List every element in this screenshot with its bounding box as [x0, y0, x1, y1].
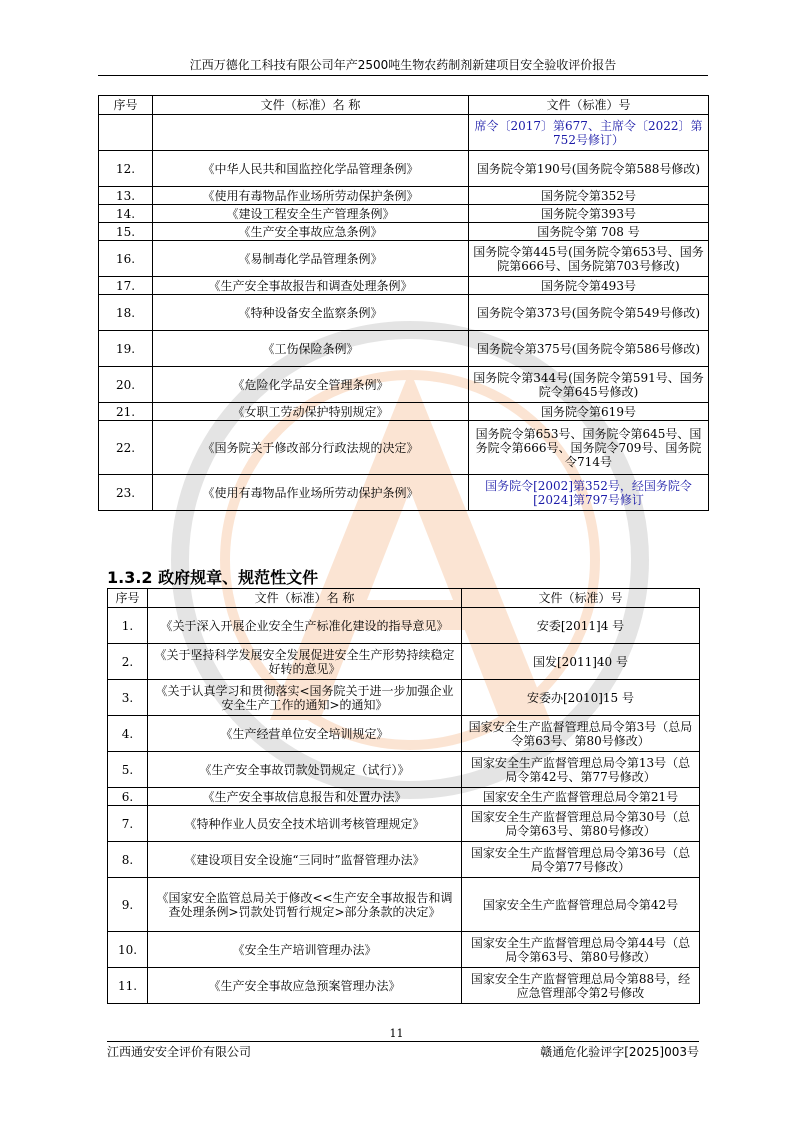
cell-doc: 国务院令第393号 — [469, 205, 709, 223]
cell-doc: 国家安全生产监督管理总局令第21号 — [462, 788, 700, 806]
cell-doc: 国务院令第375号(国务院令第586号修改) — [469, 331, 709, 367]
column-header-doc: 文件（标准）号 — [469, 96, 709, 115]
cell-no: 17. — [99, 277, 153, 295]
cell-no: 14. — [99, 205, 153, 223]
table-row — [99, 403, 709, 421]
cell-doc: 国家安全生产监督管理总局令第88号，经应急管理部令第2号修改 — [462, 968, 700, 1004]
cell-name: 《建设工程安全生产管理条例》 — [153, 205, 469, 223]
cell-doc: 安委[2011]4 号 — [462, 608, 700, 644]
cell-no: 10. — [108, 932, 148, 968]
cell-no: 22. — [99, 421, 153, 475]
cell-name — [153, 115, 469, 151]
column-header-name: 文件（标准）名 称 — [153, 96, 469, 115]
cell-no: 2. — [108, 644, 148, 680]
cell-doc: 国家安全生产监督管理总局令第3号（总局令第63号、第80号修改） — [462, 716, 700, 752]
cell-doc: 国务院令第619号 — [469, 403, 709, 421]
table-header-row — [108, 589, 700, 608]
table-row — [99, 367, 709, 403]
cell-doc: 席令〔2017〕第677、主席令〔2022〕第752号修订） — [469, 115, 709, 151]
cell-no: 16. — [99, 241, 153, 277]
cell-no: 20. — [99, 367, 153, 403]
table-row — [99, 241, 709, 277]
cell-name: 《工伤保险条例》 — [153, 331, 469, 367]
cell-no: 6. — [108, 788, 148, 806]
cell-name: 《特种作业人员安全技术培训考核管理规定》 — [148, 806, 462, 842]
cell-doc: 国发[2011]40 号 — [462, 644, 700, 680]
cell-no: 9. — [108, 878, 148, 932]
cell-no: 12. — [99, 151, 153, 187]
cell-no: 11. — [108, 968, 148, 1004]
cell-name: 《特种设备安全监察条例》 — [153, 295, 469, 331]
cell-no: 18. — [99, 295, 153, 331]
table-row — [99, 151, 709, 187]
header-divider — [98, 75, 708, 76]
cell-doc: 国家安全生产监督管理总局令第36号（总局令第77号修改） — [462, 842, 700, 878]
cell-doc: 国家安全生产监督管理总局令第42号 — [462, 878, 700, 932]
cell-name: 《安全生产培训管理办法》 — [148, 932, 462, 968]
cell-doc: 国务院令第373号(国务院令第549号修改) — [469, 295, 709, 331]
table-row — [108, 806, 700, 842]
table-row — [99, 475, 709, 511]
table-row — [99, 421, 709, 475]
cell-no: 23. — [99, 475, 153, 511]
cell-doc: 国家安全生产监督管理总局令第30号（总局令第63号、第80号修改） — [462, 806, 700, 842]
cell-no — [99, 115, 153, 151]
cell-doc: 安委办[2010]15 号 — [462, 680, 700, 716]
cell-name: 《使用有毒物品作业场所劳动保护条例》 — [153, 187, 469, 205]
cell-doc: 国务院令第190号(国务院令第588号修改) — [469, 151, 709, 187]
column-header-no: 序号 — [99, 96, 153, 115]
cell-no: 3. — [108, 680, 148, 716]
cell-name: 《生产经营单位安全培训规定》 — [148, 716, 462, 752]
section-heading: 1.3.2 政府规章、规范性文件 — [107, 568, 319, 587]
cell-no: 19. — [99, 331, 153, 367]
column-header-doc: 文件（标准）号 — [462, 589, 700, 608]
footer-doc-number: 赣通危化验评字[2025]003号 — [540, 1045, 699, 1059]
table-row — [108, 932, 700, 968]
page-number: 11 — [389, 1027, 404, 1040]
table-row — [99, 115, 709, 151]
table-row — [108, 842, 700, 878]
cell-name: 《关于认真学习和贯彻落实<国务院关于进一步加强企业安全生产工作的通知>的通知》 — [148, 680, 462, 716]
cell-doc: 国家安全生产监督管理总局令第44号（总局令第63号、第80号修改） — [462, 932, 700, 968]
cell-no: 4. — [108, 716, 148, 752]
cell-name: 《生产安全事故应急预案管理办法》 — [148, 968, 462, 1004]
cell-name: 《国家安全监管总局关于修改<<生产安全事故报告和调查处理条例>罚款处罚暂行规定>部分条款的决定》 — [148, 878, 462, 932]
table-row — [99, 295, 709, 331]
table-row — [108, 968, 700, 1004]
cell-name: 《关于坚持科学发展安全发展促进安全生产形势持续稳定好转的意见》 — [148, 644, 462, 680]
cell-doc: 国务院令第493号 — [469, 277, 709, 295]
regulations-table — [98, 95, 709, 511]
table-row — [108, 788, 700, 806]
cell-no: 7. — [108, 806, 148, 842]
cell-name: 《关于深入开展企业安全生产标准化建设的指导意见》 — [148, 608, 462, 644]
cell-name: 《生产安全事故应急条例》 — [153, 223, 469, 241]
cell-doc: 国务院令第445号(国务院令第653号、国务院第666号、国务院第703号修改) — [469, 241, 709, 277]
cell-name: 《易制毒化学品管理条例》 — [153, 241, 469, 277]
cell-name: 《国务院关于修改部分行政法规的决定》 — [153, 421, 469, 475]
table-row — [99, 277, 709, 295]
cell-name: 《中华人民共和国监控化学品管理条例》 — [153, 151, 469, 187]
cell-doc: 国务院令第352号 — [469, 187, 709, 205]
column-header-name: 文件（标准）名 称 — [148, 589, 462, 608]
cell-name: 《危险化学品安全管理条例》 — [153, 367, 469, 403]
footer-company: 江西通安安全评价有限公司 — [107, 1045, 252, 1059]
table-row — [108, 680, 700, 716]
cell-doc: 国务院令第 708 号 — [469, 223, 709, 241]
cell-no: 8. — [108, 842, 148, 878]
table-row — [99, 205, 709, 223]
cell-doc: 国家安全生产监督管理总局令第13号（总局令第42号、第77号修改） — [462, 752, 700, 788]
cell-no: 15. — [99, 223, 153, 241]
table-row — [99, 223, 709, 241]
table-row — [108, 716, 700, 752]
column-header-no: 序号 — [108, 589, 148, 608]
cell-name: 《生产安全事故罚款处罚规定（试行）》 — [148, 752, 462, 788]
cell-doc: 国务院令第344号(国务院令第591号、国务院令第645号修改) — [469, 367, 709, 403]
footer-divider — [107, 1041, 699, 1042]
cell-no: 1. — [108, 608, 148, 644]
table-row — [108, 608, 700, 644]
cell-name: 《使用有毒物品作业场所劳动保护条例》 — [153, 475, 469, 511]
page-header: 江西万德化工科技有限公司年产2500吨生物农药制剂新建项目安全验收评价报告 — [189, 58, 617, 72]
cell-name: 《生产安全事故信息报告和处置办法》 — [148, 788, 462, 806]
cell-no: 21. — [99, 403, 153, 421]
cell-doc: 国务院令第653号、国务院令第645号、国务院令第666号、国务院令709号、国务院令714号 — [469, 421, 709, 475]
cell-doc: 国务院令[2002]第352号，经国务院令[2024]第797号修订 — [469, 475, 709, 511]
table-row — [99, 187, 709, 205]
table-row — [108, 644, 700, 680]
table-header-row — [99, 96, 709, 115]
cell-name: 《建设项目安全设施“三同时”监督管理办法》 — [148, 842, 462, 878]
cell-name: 《生产安全事故报告和调查处理条例》 — [153, 277, 469, 295]
cell-no: 5. — [108, 752, 148, 788]
table-row — [108, 878, 700, 932]
cell-no: 13. — [99, 187, 153, 205]
cell-name: 《女职工劳动保护特别规定》 — [153, 403, 469, 421]
government-rules-table — [107, 588, 700, 1004]
table-row — [99, 331, 709, 367]
table-row — [108, 752, 700, 788]
